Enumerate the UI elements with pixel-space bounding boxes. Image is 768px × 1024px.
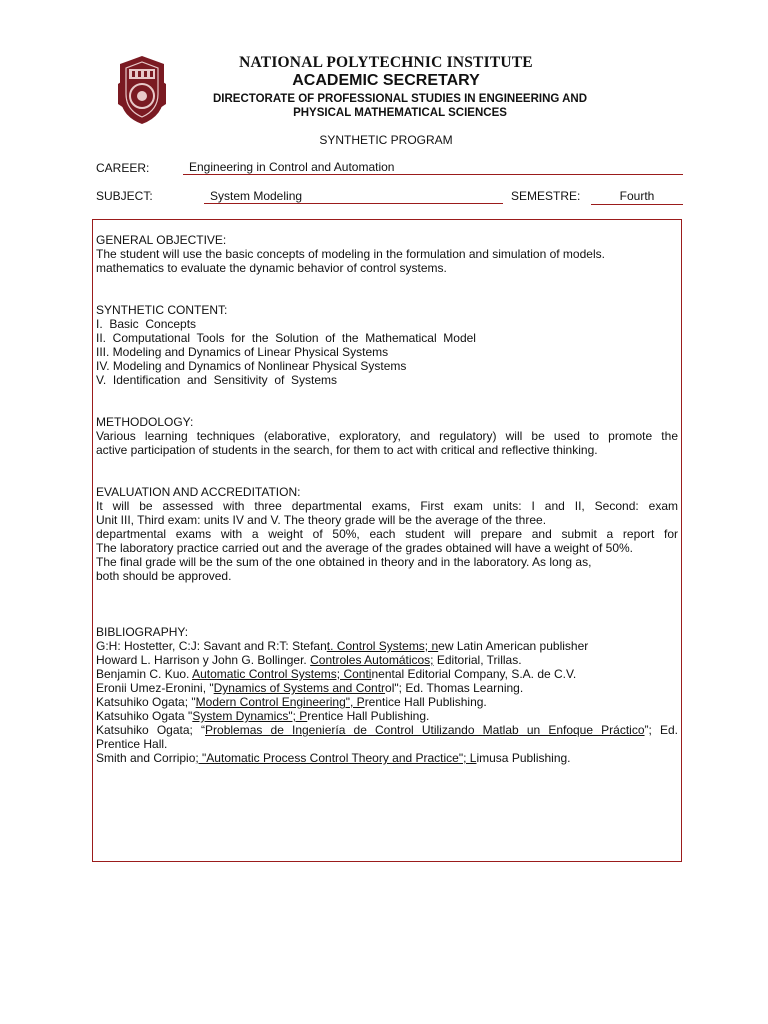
entry-text: imusa Publishing. [476,751,571,765]
bibliography-heading: BIBLIOGRAPHY: [96,625,189,639]
bibliography-entry [96,723,678,737]
institution-title: NATIONAL POLYTECHNIC INSTITUTE [239,54,533,71]
methodology-line: Various learning techniques (elaborative, exploratory, and regulatory) will be used to promote the [96,429,678,443]
entry-text: G:H: Hostetter, C:J: Savant and R:T: Stefan [96,639,327,653]
methodology-line: active participation of students in the search, for them to act with critical and reflective thinking. [96,443,598,457]
objective-heading: GENERAL OBJECTIVE: [96,233,227,247]
content-item: V. Identification and Sensitivity of Systems [96,373,338,387]
ipn-logo [114,54,170,126]
entry-text: Eronii Umez-Eronini, " [96,681,214,695]
subject-value: System Modeling [204,189,503,204]
content-item: IV. Modeling and Dynamics of Nonlinear Physical Systems [96,359,407,373]
objective-line: mathematics to evaluate the dynamic behavior of control systems. [96,261,447,275]
bibliography-entry [96,653,678,667]
content-heading: SYNTHETIC CONTENT: [96,303,228,317]
semester-value: Fourth [591,189,683,205]
bibliography-entry [96,667,678,681]
directorate-line-2: PHYSICAL MATHEMATICAL SCIENCES [293,107,507,119]
entry-title: Modern Control Engineering", P [195,695,365,709]
content-item: III. Modeling and Dynamics of Linear Physical Systems [96,345,389,359]
entry-text: Howard L. Harrison y John G. Bollinger. [96,653,311,667]
evaluation-line: It will be assessed with three departmental exams, First exam units: I and II, Second: exam [96,499,678,513]
entry-text: ol"; Ed. Thomas Learning. [385,681,524,695]
directorate-title [186,92,614,120]
document-type: SYNTHETIC PROGRAM [319,133,453,147]
bibliography-entry [96,695,678,709]
entry-text: Benjamin C. Kuo. [96,667,193,681]
entry-text: rentice Hall Publishing. [307,709,430,723]
content-item: II. Computational Tools for the Solution of the Mathematical Model [96,331,476,345]
entry-title: System Dynamics"; P [192,709,308,723]
entry-text: Katsuhiko Ogata; " [96,695,196,709]
evaluation-line: The final grade will be the sum of the one obtained in theory and in the laboratory. As long as, [96,555,592,569]
entry-text: Katsuhiko Ogata " [96,709,193,723]
entry-text: ”; Ed. [644,723,678,737]
entry-title: Dynamics of Systems and Contr [213,681,386,695]
objective-line: The student will use the basic concepts of modeling in the formulation and simulation of models. [96,247,605,261]
semester-label: SEMESTRE: [511,189,581,203]
entry-text: Katsuhiko Ogata; “ [96,723,206,737]
evaluation-line: departmental exams with a weight of 50%, each student will prepare and submit a report for [96,527,678,541]
entry-text: Editorial, Trillas. [433,653,522,667]
methodology-heading: METHODOLOGY: [96,415,194,429]
evaluation-heading: EVALUATION AND ACCREDITATION: [96,485,301,499]
bibliography-entry [96,639,678,653]
evaluation-line: both should be approved. [96,569,232,583]
entry-text: rentice Hall Publishing. [364,695,487,709]
career-value: Engineering in Control and Automation [183,160,683,175]
content-item: I. Basic Concepts [96,317,197,331]
evaluation-line: The laboratory practice carried out and the average of the grades obtained will have a weight of 50%. [96,541,633,555]
directorate-line-1: DIRECTORATE OF PROFESSIONAL STUDIES IN ENGINEERING AND [213,93,587,105]
secretary-title: ACADEMIC SECRETARY [292,72,480,89]
entry-title: Problemas de Ingeniería de Control Utilizando Matlab un Enfoque Práctico [205,723,645,737]
entry-title: t. Control Systems; n [326,639,439,653]
bibliography-entry [96,681,678,695]
career-label: CAREER: [96,161,150,175]
entry-title: ; "Automatic Process Control Theory and Practice"; L [195,751,477,765]
entry-title: Controles Automáticos; [310,653,434,667]
entry-text: ew Latin American publisher [438,639,589,653]
bibliography-entry [96,737,678,751]
entry-text: nental Editorial Company, S.A. de C.V. [371,667,577,681]
program-body [96,233,678,765]
bibliography-entry [96,709,678,723]
entry-text: Prentice Hall. [96,737,168,751]
subject-label: SUBJECT: [96,189,153,203]
entry-text: Smith and Corripio [96,751,196,765]
bibliography-entry [96,751,678,765]
evaluation-line: Unit III, Third exam: units IV and V. The theory grade will be the average of the three. [96,513,547,527]
entry-title: Automatic Control Systems; Conti [192,667,372,681]
